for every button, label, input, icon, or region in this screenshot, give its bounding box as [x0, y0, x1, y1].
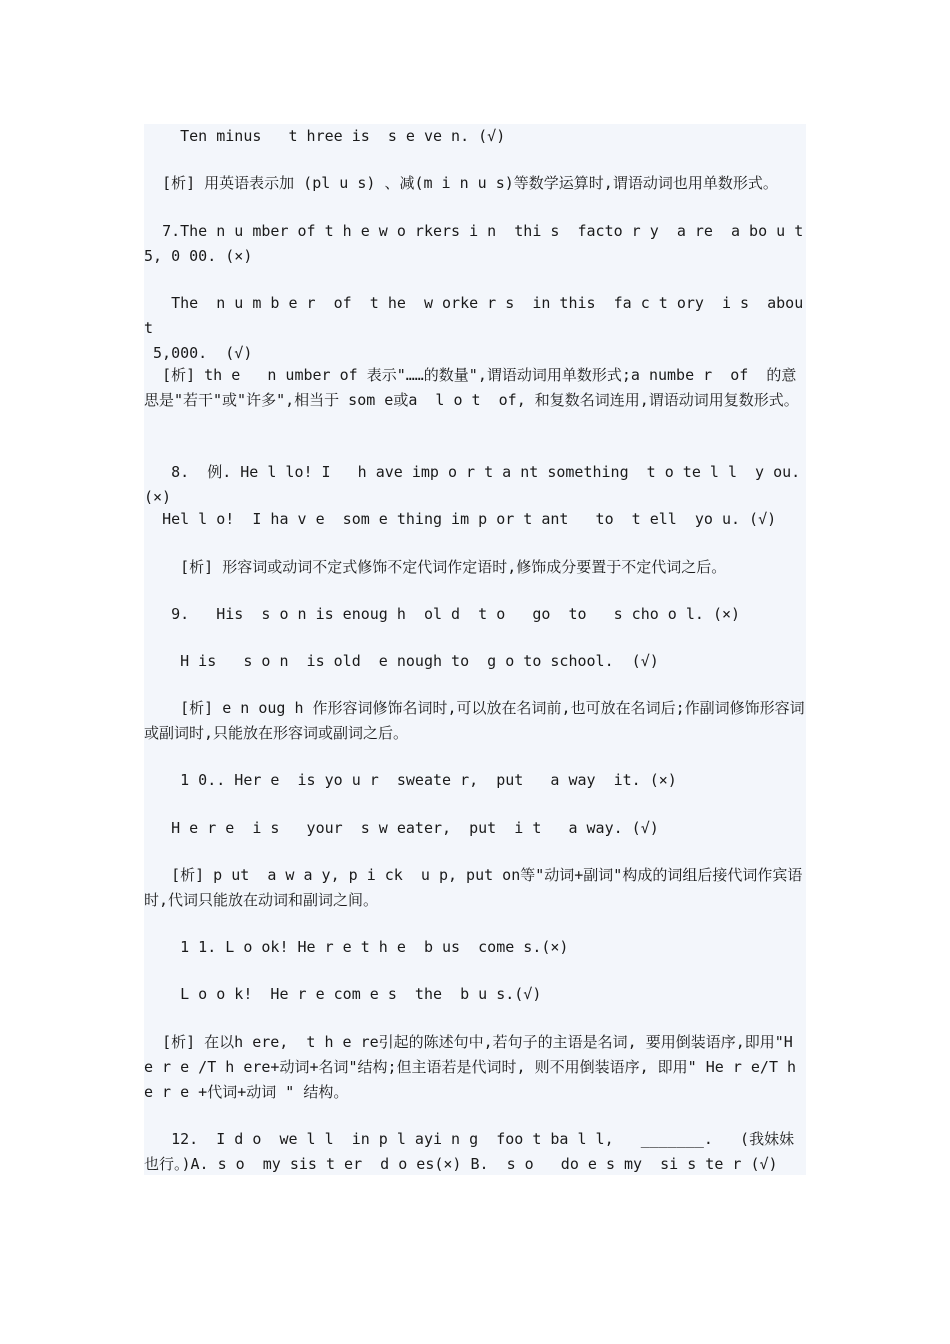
analysis-9: [析] e n oug h 作形容词修饰名词时,可以放在名词前,也可放在名词后;作副词修饰形容词或副词时,只能放在形容词或副词之后。: [144, 699, 805, 742]
example-8-wrong: 8. 例. He l lo! I h ave imp o r t a nt something t o te l l y ou. (×): [144, 463, 819, 506]
example-11-correct: L o o k! He r e com e s the b u s.(√): [144, 985, 542, 1003]
analysis-11: [析] 在以h ere, t h e re引起的陈述句中,若句子的主语是名词, 要用倒装语序,即用"H e r e /T h ere+动词+名词"结构;但主语若是代词时, 则不用倒装语序, 即用" He r e/T h e r e +代词+动词 " 结构。: [144, 1033, 806, 1101]
analysis-10: [析] p ut a w a y, p i ck u p, put on等"动词+副词"构成的词组后接代词作宾语时,代词只能放在动词和副词之间。: [144, 866, 803, 909]
analysis-7: [析] th e n umber of 表示"……的数量",谓语动词用单数形式;a numbe r of 的意思是"若干"或"许多",相当于 som e或a l o t of, 和复数名词连用,谓语动词用复数形式。: [144, 366, 799, 409]
example-8-correct: Hel l o! I ha v e som e thing im p or t ant to t ell yo u. (√): [144, 510, 777, 528]
example-10-wrong: 1 0.. Her e is yo u r sweate r, put a way it. (×): [144, 771, 677, 789]
example-7-wrong: 7.The n u mber of t h e w o rkers i n thi s facto r y a re a bo u t 5, 0 00. (×): [144, 222, 822, 265]
example-7-correct: The n u m b e r of t he w orke r s in this fa c t ory i s about 5,000. (√): [144, 294, 804, 362]
example-9-wrong: 9. His s o n is enoug h ol d t o go to s cho o l. (×): [144, 605, 741, 623]
analysis-6: [析] 用英语表示加 (pl u s) 、减(m i n u s)等数学运算时,谓语动词也用单数形式。: [144, 174, 778, 192]
example-12: 12. I d o we l l in p l ayi n g foo t ba l l, _______. (我妹妹也行。)A. s o my sis t er d o es(×) B. s o do e s my si s te r (√): [144, 1130, 795, 1173]
example-6-correct: Ten minus t hree is s e ve n. (√): [144, 127, 506, 145]
analysis-8: [析] 形容词或动词不定式修饰不定代词作定语时,修饰成分要置于不定代词之后。: [144, 558, 727, 576]
example-10-correct: H e r e i s your s w eater, put i t a way. (√): [144, 819, 659, 837]
example-9-correct: H is s o n is old e nough to g o to school. (√): [144, 652, 659, 670]
example-11-wrong: 1 1. L o ok! He r e t h e b us come s.(×): [144, 938, 569, 956]
